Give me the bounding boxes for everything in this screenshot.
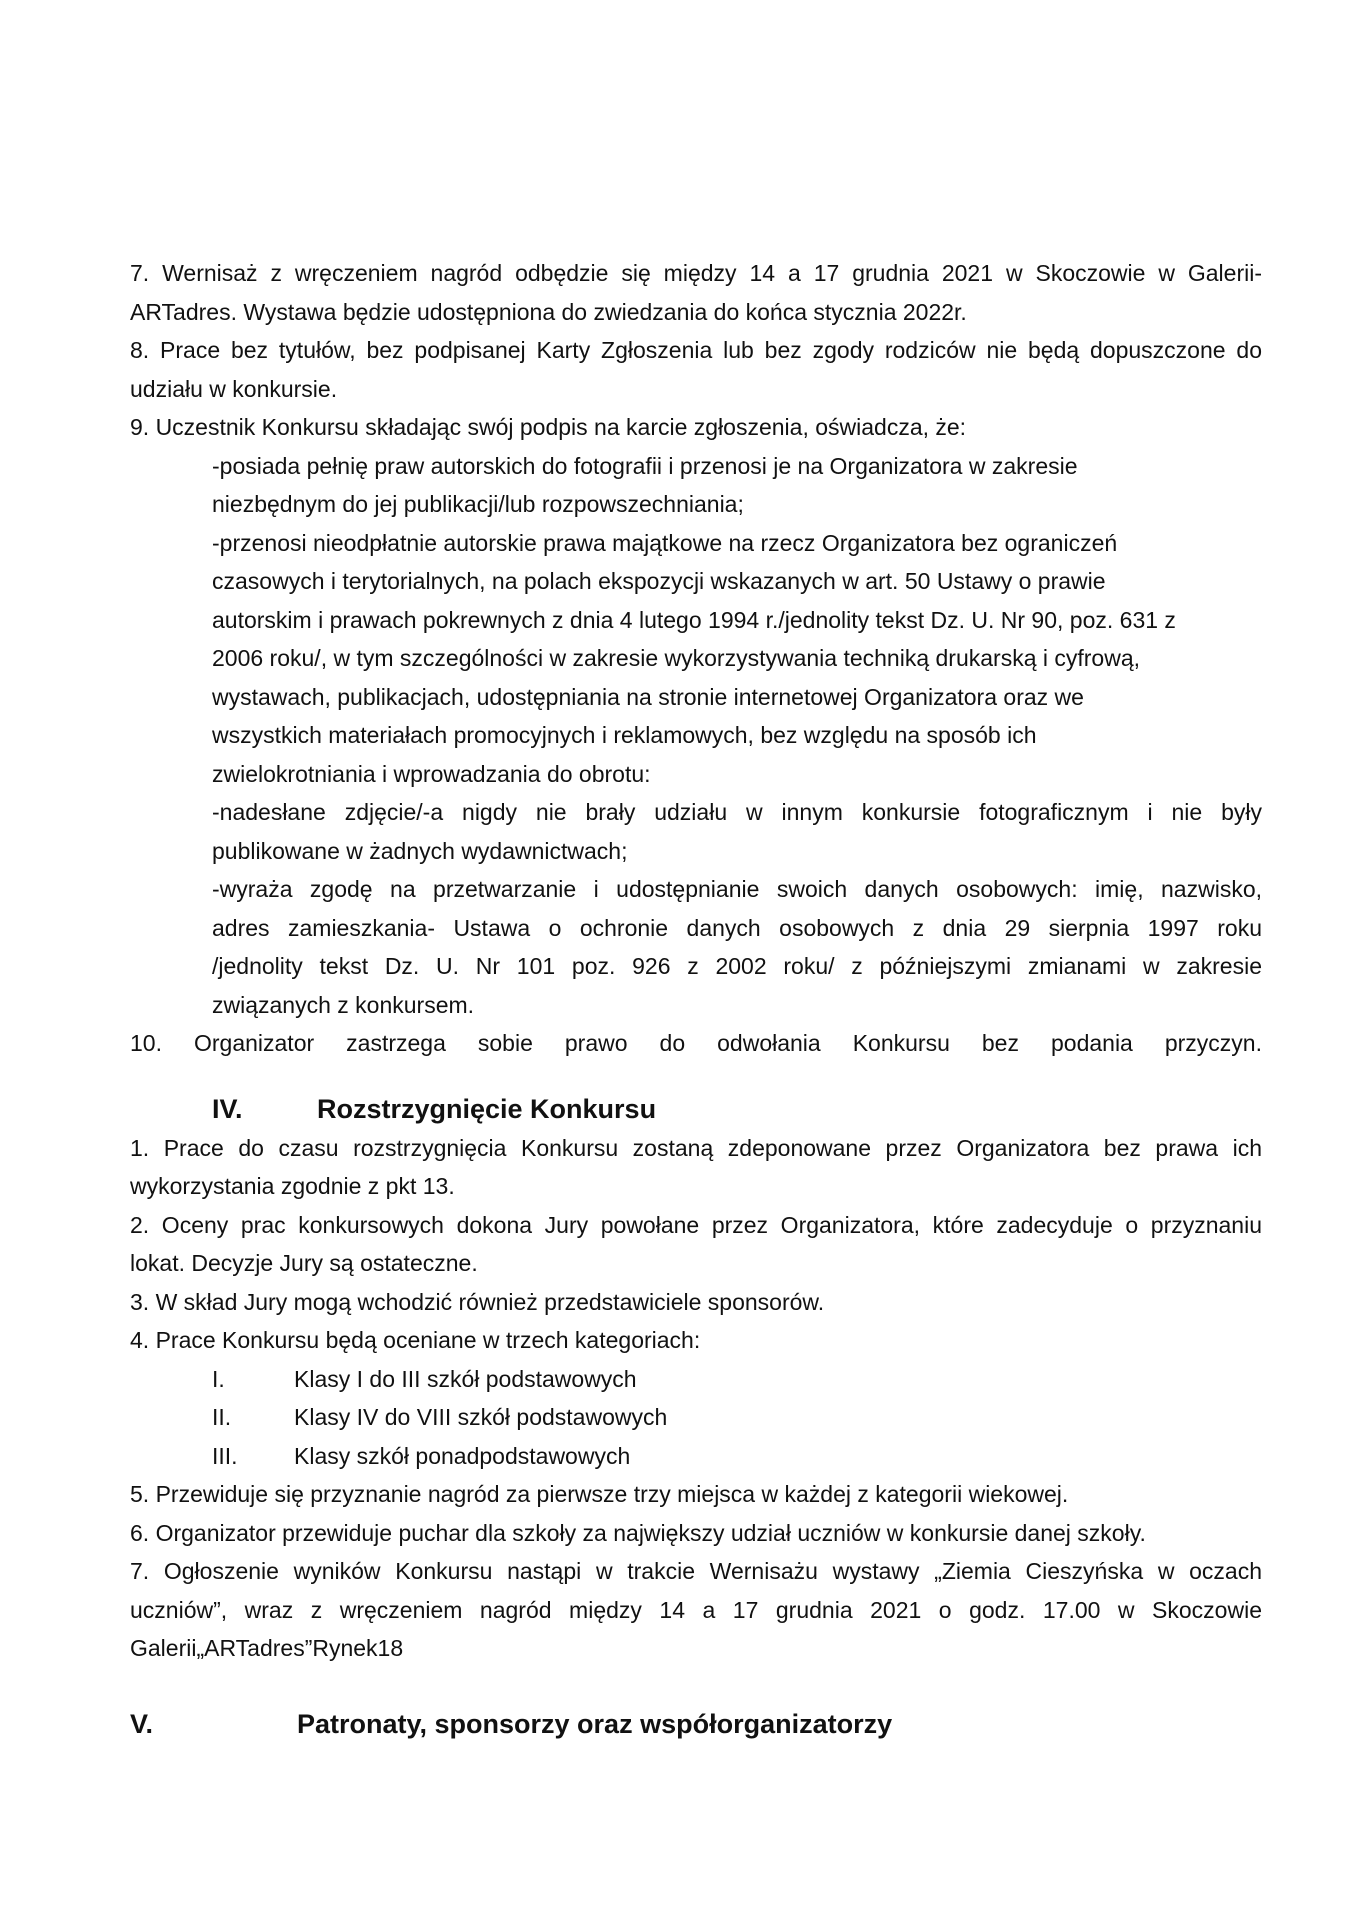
section-iv-paragraph-6: 6. Organizator przewiduje puchar dla szkoły za największy udział uczniów w konkursie danej szkoły. bbox=[130, 1519, 1146, 1546]
category-item bbox=[130, 1360, 1262, 1399]
paragraph-line: ARTadres. Wystawa będzie udostępniona do zwiedzania do końca stycznia 2022r. bbox=[130, 298, 967, 325]
category-item bbox=[130, 1398, 1262, 1437]
category-number: II. bbox=[212, 1404, 232, 1430]
paragraph-line: związanych z konkursem. bbox=[212, 991, 475, 1018]
declaration-item bbox=[130, 870, 1262, 1024]
paragraph-line: 7. Wernisaż z wręczeniem nagród odbędzie się między 14 a 17 grudnia 2021 w Skoczowie w Galerii- bbox=[130, 260, 1262, 286]
paragraph-10: 10. Organizator zastrzega sobie prawo do odwołania Konkursu bez podania przyczyn. bbox=[130, 1030, 1262, 1056]
paragraph-line: -nadesłane zdjęcie/-a nigdy nie brały udziału w innym konkursie fotograficznym i nie były bbox=[212, 799, 1262, 825]
paragraph-line: -posiada pełnię praw autorskich do fotografii i przenosi je na Organizatora w zakresie bbox=[212, 452, 1078, 479]
section-iv-paragraph-3: 3. W skład Jury mogą wchodzić również przedstawiciele sponsorów. bbox=[130, 1288, 825, 1315]
category-label: Klasy szkół ponadpodstawowych bbox=[294, 1442, 631, 1469]
paragraph-line: lokat. Decyzje Jury są ostateczne. bbox=[130, 1250, 478, 1276]
section-iv-paragraph-1 bbox=[130, 1129, 1262, 1206]
section-iv-paragraph-2 bbox=[130, 1206, 1262, 1283]
declaration-item bbox=[130, 447, 1262, 524]
section-number: IV. bbox=[212, 1093, 243, 1124]
section-title: Patronaty, sponsorzy oraz współorganizatorzy bbox=[297, 1708, 893, 1739]
paragraph-line: 8. Prace bez tytułów, bez podpisanej Karty Zgłoszenia lub bez zgody rodziców nie będą dopuszczone do bbox=[130, 337, 1262, 363]
paragraph-line: publikowane w żadnych wydawnictwach; bbox=[212, 837, 628, 864]
category-number: I. bbox=[212, 1365, 225, 1392]
paragraph-7 bbox=[130, 254, 1262, 331]
paragraph-8 bbox=[130, 331, 1262, 408]
paragraph-line: -przenosi nieodpłatnie autorskie prawa majątkowe na rzecz Organizatora bez ograniczeń bbox=[212, 529, 1118, 556]
category-label: Klasy IV do VIII szkół podstawowych bbox=[294, 1404, 668, 1430]
document-page bbox=[130, 254, 1262, 1744]
paragraph-line: adres zamieszkania- Ustawa o ochronie danych osobowych z dnia 29 sierpnia 1997 roku bbox=[212, 914, 1262, 941]
section-number: V. bbox=[130, 1708, 154, 1739]
section-title: Rozstrzygnięcie Konkursu bbox=[317, 1093, 657, 1124]
paragraph-line: 7. Ogłoszenie wyników Konkursu nastąpi w trakcie Wernisażu wystawy „Ziemia Cieszyńska w oczach bbox=[130, 1558, 1262, 1584]
paragraph-line: zwielokrotniania i wprowadzania do obrotu: bbox=[212, 760, 651, 787]
paragraph-line: /jednolity tekst Dz. U. Nr 101 poz. 926 z 2002 roku/ z późniejszymi zmianami w zakresie bbox=[212, 953, 1262, 979]
paragraph-line: 2006 roku/, w tym szczególności w zakresie wykorzystywania techniką drukarską i cyfrową, bbox=[212, 645, 1141, 671]
section-iv-paragraph-7 bbox=[130, 1552, 1262, 1668]
category-item bbox=[130, 1437, 1262, 1476]
paragraph-line: niezbędnym do jej publikacji/lub rozpowszechniania; bbox=[212, 491, 744, 517]
category-list bbox=[130, 1360, 1262, 1476]
paragraph-line: wykorzystania zgodnie z pkt 13. bbox=[130, 1173, 455, 1199]
paragraph-line: wszystkich materiałach promocyjnych i reklamowych, bez względu na sposób ich bbox=[212, 722, 1037, 748]
paragraph-line: -wyraża zgodę na przetwarzanie i udostępnianie swoich danych osobowych: imię, nazwisko, bbox=[212, 876, 1262, 902]
category-number: III. bbox=[212, 1442, 238, 1469]
declaration-item bbox=[130, 793, 1262, 870]
paragraph-line: wystawach, publikacjach, udostępniania na stronie internetowej Organizatora oraz we bbox=[212, 683, 1084, 710]
declaration-item bbox=[130, 524, 1262, 794]
paragraph-line: udziału w konkursie. bbox=[130, 375, 338, 402]
section-iv-paragraph-5: 5. Przewiduje się przyznanie nagród za pierwsze trzy miejsca w każdej z kategorii wiekowej. bbox=[130, 1481, 1069, 1507]
section-heading-v bbox=[130, 1704, 1262, 1744]
paragraph-9-intro: 9. Uczestnik Konkursu składając swój podpis na karcie zgłoszenia, oświadcza, że: bbox=[130, 414, 967, 440]
paragraph-line: 1. Prace do czasu rozstrzygnięcia Konkursu zostaną zdeponowane przez Organizatora bez prawa ich bbox=[130, 1134, 1262, 1161]
section-heading-iv bbox=[130, 1089, 1262, 1129]
paragraph-line: 2. Oceny prac konkursowych dokona Jury powołane przez Organizatora, które zadecyduje o przyznaniu bbox=[130, 1211, 1262, 1238]
paragraph-line: Galerii„ARTadres”Rynek18 bbox=[130, 1635, 404, 1661]
paragraph-line: czasowych i terytorialnych, na polach ekspozycji wskazanych w art. 50 Ustawy o prawie bbox=[212, 568, 1106, 594]
section-iv-paragraph-4: 4. Prace Konkursu będą oceniane w trzech kategoriach: bbox=[130, 1327, 701, 1353]
category-label: Klasy I do III szkół podstawowych bbox=[294, 1365, 637, 1392]
paragraph-line: uczniów”, wraz z wręczeniem nagród między 14 a 17 grudnia 2021 o godz. 17.00 w Skoczowie bbox=[130, 1596, 1262, 1623]
paragraph-9 bbox=[130, 408, 1262, 1024]
paragraph-line: autorskim i prawach pokrewnych z dnia 4 lutego 1994 r./jednolity tekst Dz. U. Nr 90, poz. 631 z bbox=[212, 606, 1176, 633]
